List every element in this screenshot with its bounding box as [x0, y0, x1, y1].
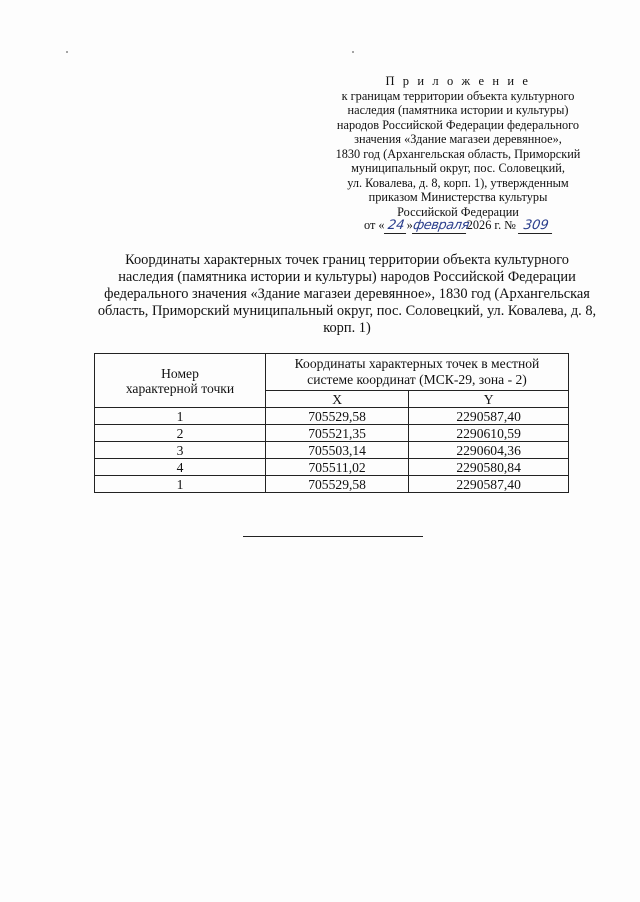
order-reference — [364, 218, 604, 234]
cell-y: 2290587,40 — [409, 408, 569, 425]
annex-line: Российской Федерации — [397, 204, 519, 219]
table-row — [95, 476, 569, 493]
table-row — [95, 442, 569, 459]
annex-line: наследия (памятника истории и культуры) — [347, 103, 569, 117]
scan-speck — [66, 51, 68, 53]
cell-y: 2290610,59 — [409, 425, 569, 442]
document-title-line: область, Приморский муниципальный округ, пос. Соловецкий, ул. Ковалева, д. 8, — [97, 303, 597, 319]
scan-speck — [352, 51, 354, 53]
annex-line: значения «Здание магазеи деревянное», — [354, 132, 562, 146]
cell-point: 1 — [95, 408, 266, 425]
cell-y: 2290587,40 — [409, 476, 569, 493]
annex-line: 1830 год (Архангельская область, Приморский — [335, 146, 581, 161]
table-header-row — [95, 354, 569, 391]
cell-point: 1 — [95, 476, 266, 493]
header-y: Y — [409, 391, 569, 408]
table-row — [95, 425, 569, 442]
table-row — [95, 408, 569, 425]
annex-line: народов Российской Федерации федерального — [336, 117, 580, 132]
document-title-line: корп. 1) — [323, 320, 371, 336]
order-number-handwritten: 309 — [518, 219, 554, 234]
header-coordinates — [266, 354, 569, 391]
header-point-line: Номер — [161, 365, 199, 381]
coordinates-table — [94, 353, 569, 493]
cell-point: 2 — [95, 425, 266, 442]
header-point-line: характерной точки — [125, 380, 235, 396]
cell-point: 4 — [95, 459, 266, 476]
cell-y: 2290580,84 — [409, 459, 569, 476]
annex-line: к границам территории объекта культурного — [341, 88, 575, 103]
document-title-line: Координаты характерных точек границ территории объекта культурного — [125, 252, 569, 268]
annex-line: муниципальный округ, пос. Соловецкий, — [351, 161, 565, 175]
closing-divider — [243, 536, 423, 537]
order-month-handwritten: февраля — [411, 218, 470, 233]
cell-point: 3 — [95, 442, 266, 459]
table-row — [95, 459, 569, 476]
cell-x: 705503,14 — [266, 442, 409, 459]
cell-x: 705521,35 — [266, 425, 409, 442]
annex-line: приказом Министерства культуры — [368, 190, 548, 204]
order-day-handwritten: 24 — [384, 219, 408, 234]
order-year-text: 2026 г. № — [466, 218, 516, 232]
header-point-number — [95, 354, 266, 408]
cell-x: 705529,58 — [266, 476, 409, 493]
header-x: X — [266, 391, 409, 408]
cell-y: 2290604,36 — [409, 442, 569, 459]
header-coordinates-line: Координаты характерных точек в местной — [294, 356, 540, 371]
header-coordinates-line: системе координат (МСК-29, зона - 2) — [307, 372, 527, 387]
cell-x: 705511,02 — [266, 459, 409, 476]
annex-title: П р и л о ж е н и е — [385, 74, 531, 88]
annex-line: ул. Ковалева, д. 8, корп. 1), утвержденным — [347, 175, 569, 190]
document-title-line: наследия (памятника истории и культуры) народов Российской Федерации — [118, 269, 576, 285]
order-date-mid: » — [406, 218, 413, 232]
annex-block — [296, 74, 620, 219]
order-date-prefix: от « — [364, 218, 385, 232]
document-title — [78, 252, 616, 337]
cell-x: 705529,58 — [266, 408, 409, 425]
document-title-line: федерального значения «Здание магазеи деревянное», 1830 год (Архангельская — [104, 286, 590, 302]
